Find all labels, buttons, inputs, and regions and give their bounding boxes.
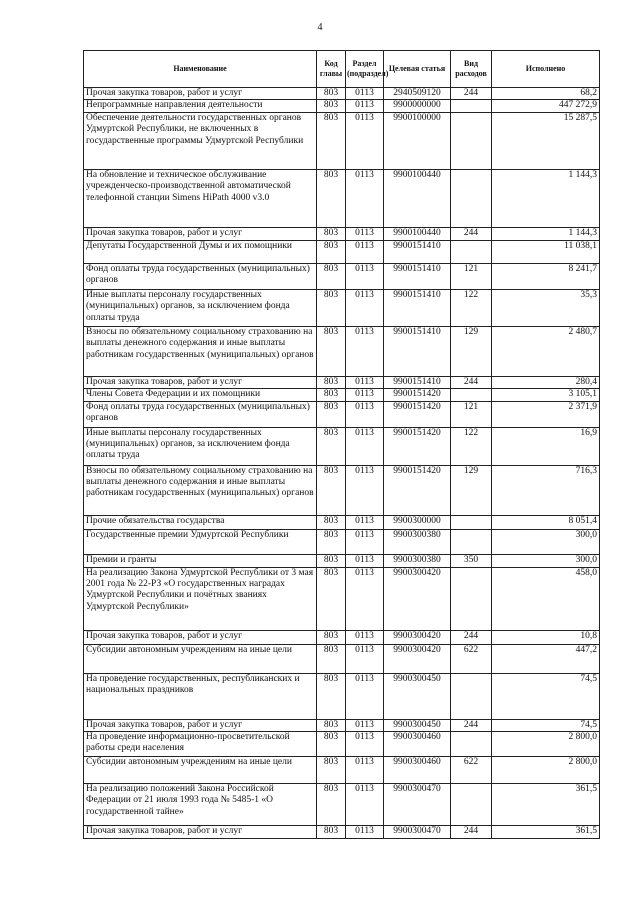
- table-row: [84, 88, 600, 100]
- table-row: [84, 784, 600, 826]
- row-article-cell: 9900100440: [384, 169, 451, 227]
- table-row: [84, 529, 600, 554]
- row-amount-cell: 2 800,0: [492, 732, 600, 757]
- row-amount-cell: 16,9: [492, 427, 600, 465]
- table-row: [84, 326, 600, 376]
- row-amount-cell: 2 800,0: [492, 757, 600, 784]
- row-code-cell: 803: [317, 169, 346, 227]
- row-code-cell: 803: [317, 757, 346, 784]
- row-type-cell: [451, 389, 492, 401]
- row-amount-cell: 74,5: [492, 673, 600, 719]
- row-section-cell: 0113: [346, 88, 384, 100]
- row-name-cell: Обеспечение деятельности государственных органов Удмуртской Республики, не включенных в государственные программы Удмуртской Республики: [84, 112, 317, 169]
- row-article-cell: 9900151420: [384, 465, 451, 515]
- table-row: [84, 289, 600, 326]
- row-name-cell: Прочие обязательства государства: [84, 515, 317, 529]
- row-code-cell: 803: [317, 732, 346, 757]
- row-code-cell: 803: [317, 567, 346, 630]
- row-name-cell: Непрограммные направления деятельности: [84, 100, 317, 112]
- table-row: [84, 630, 600, 644]
- row-article-cell: 9900151420: [384, 389, 451, 401]
- row-article-cell: 9900300380: [384, 529, 451, 554]
- header-amount: Исполнено: [492, 51, 600, 88]
- row-type-cell: [451, 732, 492, 757]
- row-article-cell: 9900100000: [384, 112, 451, 169]
- row-article-cell: 9900300000: [384, 515, 451, 529]
- row-article-cell: 9900300460: [384, 757, 451, 784]
- row-code-cell: 803: [317, 719, 346, 731]
- row-code-cell: 803: [317, 240, 346, 263]
- row-code-cell: 803: [317, 326, 346, 376]
- row-code-cell: 803: [317, 112, 346, 169]
- table-row: [84, 401, 600, 427]
- row-article-cell: 9900151420: [384, 427, 451, 465]
- row-code-cell: 803: [317, 289, 346, 326]
- table-row: [84, 673, 600, 719]
- row-name-cell: Члены Совета Федерации и их помощники: [84, 389, 317, 401]
- row-type-cell: 129: [451, 465, 492, 515]
- row-article-cell: 9900151410: [384, 240, 451, 263]
- row-article-cell: 9900151420: [384, 401, 451, 427]
- row-article-cell: 9900151410: [384, 326, 451, 376]
- row-type-cell: 244: [451, 826, 492, 839]
- row-section-cell: 0113: [346, 567, 384, 630]
- row-amount-cell: 8 241,7: [492, 263, 600, 289]
- row-code-cell: 803: [317, 376, 346, 388]
- row-code-cell: 803: [317, 644, 346, 673]
- row-amount-cell: 3 105,1: [492, 389, 600, 401]
- row-code-cell: 803: [317, 784, 346, 826]
- row-section-cell: 0113: [346, 529, 384, 554]
- row-section-cell: 0113: [346, 326, 384, 376]
- table-row: [84, 100, 600, 112]
- row-amount-cell: 2 371,9: [492, 401, 600, 427]
- table-row: [84, 515, 600, 529]
- row-code-cell: 803: [317, 227, 346, 240]
- row-type-cell: 244: [451, 719, 492, 731]
- table-row: [84, 554, 600, 567]
- row-name-cell: Иные выплаты персоналу государственных (муниципальных) органов, за исключением фонда оплаты труда: [84, 427, 317, 465]
- row-amount-cell: 10,8: [492, 630, 600, 644]
- row-amount-cell: 447 272,9: [492, 100, 600, 112]
- header-name: Наименование: [84, 51, 317, 88]
- table-body: [84, 88, 600, 839]
- header-code: Код главы: [317, 51, 346, 88]
- table-header-row: [84, 51, 600, 88]
- row-section-cell: 0113: [346, 169, 384, 227]
- row-name-cell: На реализацию положений Закона Российской Федерации от 21 июля 1993 года № 5485-1 «О государственной тайне»: [84, 784, 317, 826]
- row-amount-cell: 2 480,7: [492, 326, 600, 376]
- row-article-cell: 9900100440: [384, 227, 451, 240]
- row-amount-cell: 716,3: [492, 465, 600, 515]
- row-name-cell: Прочая закупка товаров, работ и услуг: [84, 376, 317, 388]
- table-row: [84, 757, 600, 784]
- row-article-cell: 9900300470: [384, 826, 451, 839]
- row-section-cell: 0113: [346, 263, 384, 289]
- row-article-cell: 9900300420: [384, 630, 451, 644]
- row-name-cell: Прочая закупка товаров, работ и услуг: [84, 719, 317, 731]
- row-amount-cell: 15 287,5: [492, 112, 600, 169]
- row-amount-cell: 68,2: [492, 88, 600, 100]
- row-article-cell: 9900300460: [384, 732, 451, 757]
- row-amount-cell: 300,0: [492, 554, 600, 567]
- row-type-cell: [451, 567, 492, 630]
- row-section-cell: 0113: [346, 826, 384, 839]
- row-code-cell: 803: [317, 427, 346, 465]
- table-row: [84, 263, 600, 289]
- row-code-cell: 803: [317, 826, 346, 839]
- row-code-cell: 803: [317, 389, 346, 401]
- row-code-cell: 803: [317, 554, 346, 567]
- row-article-cell: 9900000000: [384, 100, 451, 112]
- row-type-cell: [451, 784, 492, 826]
- row-code-cell: 803: [317, 630, 346, 644]
- row-section-cell: 0113: [346, 389, 384, 401]
- table-row: [84, 567, 600, 630]
- row-name-cell: Государственные премии Удмуртской Республики: [84, 529, 317, 554]
- row-type-cell: 244: [451, 88, 492, 100]
- row-type-cell: [451, 112, 492, 169]
- row-amount-cell: 280,4: [492, 376, 600, 388]
- row-type-cell: [451, 169, 492, 227]
- row-name-cell: Депутаты Государственной Думы и их помощники: [84, 240, 317, 263]
- row-name-cell: Субсидии автономным учреждениям на иные цели: [84, 644, 317, 673]
- row-type-cell: 622: [451, 644, 492, 673]
- row-name-cell: Взносы по обязательному социальному страхованию на выплаты денежного содержания и иные выплаты работникам государственных (муниципальных) органов: [84, 465, 317, 515]
- row-name-cell: Иные выплаты персоналу государственных (муниципальных) органов, за исключением фонда оплаты труда: [84, 289, 317, 326]
- row-amount-cell: 1 144,3: [492, 227, 600, 240]
- row-section-cell: 0113: [346, 515, 384, 529]
- row-section-cell: 0113: [346, 644, 384, 673]
- row-section-cell: 0113: [346, 719, 384, 731]
- table-row: [84, 427, 600, 465]
- row-amount-cell: 458,0: [492, 567, 600, 630]
- row-type-cell: 244: [451, 227, 492, 240]
- row-article-cell: 2940509120: [384, 88, 451, 100]
- table-row: [84, 389, 600, 401]
- table-row: [84, 465, 600, 515]
- row-name-cell: На проведение информационно-просветительской работы среди населения: [84, 732, 317, 757]
- row-amount-cell: 361,5: [492, 784, 600, 826]
- row-type-cell: [451, 240, 492, 263]
- row-amount-cell: 8 051,4: [492, 515, 600, 529]
- row-section-cell: 0113: [346, 289, 384, 326]
- row-type-cell: [451, 673, 492, 719]
- row-section-cell: 0113: [346, 465, 384, 515]
- page-number: 4: [317, 22, 323, 33]
- row-name-cell: Премии и гранты: [84, 554, 317, 567]
- row-section-cell: 0113: [346, 673, 384, 719]
- row-type-cell: [451, 515, 492, 529]
- row-type-cell: 350: [451, 554, 492, 567]
- row-amount-cell: 11 038,1: [492, 240, 600, 263]
- row-code-cell: 803: [317, 465, 346, 515]
- row-article-cell: 9900300470: [384, 784, 451, 826]
- row-section-cell: 0113: [346, 630, 384, 644]
- row-name-cell: Прочая закупка товаров, работ и услуг: [84, 88, 317, 100]
- row-name-cell: На обновление и техническое обслуживание учрежденческо-производственной автоматической телефонной станции Simens HiPath 4000 v3.0: [84, 169, 317, 227]
- row-code-cell: 803: [317, 515, 346, 529]
- row-amount-cell: 361,5: [492, 826, 600, 839]
- table-row: [84, 719, 600, 731]
- row-section-cell: 0113: [346, 732, 384, 757]
- header-article: Целевая статья: [384, 51, 451, 88]
- row-type-cell: 122: [451, 427, 492, 465]
- header-type: Вид расходов: [451, 51, 492, 88]
- row-type-cell: 121: [451, 401, 492, 427]
- row-article-cell: 9900300420: [384, 644, 451, 673]
- row-type-cell: 129: [451, 326, 492, 376]
- row-article-cell: 9900300420: [384, 567, 451, 630]
- row-amount-cell: 35,3: [492, 289, 600, 326]
- row-section-cell: 0113: [346, 784, 384, 826]
- row-code-cell: 803: [317, 100, 346, 112]
- row-name-cell: Прочая закупка товаров, работ и услуг: [84, 227, 317, 240]
- row-amount-cell: 300,0: [492, 529, 600, 554]
- row-code-cell: 803: [317, 88, 346, 100]
- row-section-cell: 0113: [346, 100, 384, 112]
- row-type-cell: 121: [451, 263, 492, 289]
- row-section-cell: 0113: [346, 227, 384, 240]
- header-section: Раздел (подраздел): [346, 51, 384, 88]
- row-article-cell: 9900151410: [384, 263, 451, 289]
- row-article-cell: 9900151410: [384, 376, 451, 388]
- row-code-cell: 803: [317, 263, 346, 289]
- row-code-cell: 803: [317, 673, 346, 719]
- row-amount-cell: 447,2: [492, 644, 600, 673]
- table-row: [84, 240, 600, 263]
- table-row: [84, 112, 600, 169]
- row-article-cell: 9900300450: [384, 719, 451, 731]
- row-section-cell: 0113: [346, 112, 384, 169]
- row-type-cell: [451, 529, 492, 554]
- table-row: [84, 169, 600, 227]
- row-code-cell: 803: [317, 401, 346, 427]
- row-section-cell: 0113: [346, 757, 384, 784]
- row-article-cell: 9900151410: [384, 289, 451, 326]
- row-name-cell: На проведение государственных, республиканских и национальных праздников: [84, 673, 317, 719]
- row-name-cell: На реализацию Закона Удмуртской Республики от 3 мая 2001 года № 22-РЗ «О государственных наградах Удмуртской Республики и почётных званиях Удмуртской Республики»: [84, 567, 317, 630]
- row-section-cell: 0113: [346, 376, 384, 388]
- row-type-cell: [451, 100, 492, 112]
- row-article-cell: 9900300450: [384, 673, 451, 719]
- row-name-cell: Фонд оплаты труда государственных (муниципальных) органов: [84, 263, 317, 289]
- table-row: [84, 644, 600, 673]
- table-row: [84, 732, 600, 757]
- row-amount-cell: 74,5: [492, 719, 600, 731]
- row-name-cell: Прочая закупка товаров, работ и услуг: [84, 826, 317, 839]
- row-name-cell: Субсидии автономным учреждениям на иные цели: [84, 757, 317, 784]
- row-type-cell: 244: [451, 376, 492, 388]
- row-section-cell: 0113: [346, 554, 384, 567]
- row-code-cell: 803: [317, 529, 346, 554]
- row-type-cell: 622: [451, 757, 492, 784]
- row-section-cell: 0113: [346, 427, 384, 465]
- row-section-cell: 0113: [346, 401, 384, 427]
- row-name-cell: Прочая закупка товаров, работ и услуг: [84, 630, 317, 644]
- budget-execution-table: [83, 50, 600, 839]
- row-type-cell: 122: [451, 289, 492, 326]
- table-row: [84, 826, 600, 839]
- row-name-cell: Фонд оплаты труда государственных (муниципальных) органов: [84, 401, 317, 427]
- row-section-cell: 0113: [346, 240, 384, 263]
- row-article-cell: 9900300380: [384, 554, 451, 567]
- row-name-cell: Взносы по обязательному социальному страхованию на выплаты денежного содержания и иные выплаты работникам государственных (муниципальных) органов: [84, 326, 317, 376]
- row-type-cell: 244: [451, 630, 492, 644]
- row-amount-cell: 1 144,3: [492, 169, 600, 227]
- table-row: [84, 376, 600, 388]
- table-row: [84, 227, 600, 240]
